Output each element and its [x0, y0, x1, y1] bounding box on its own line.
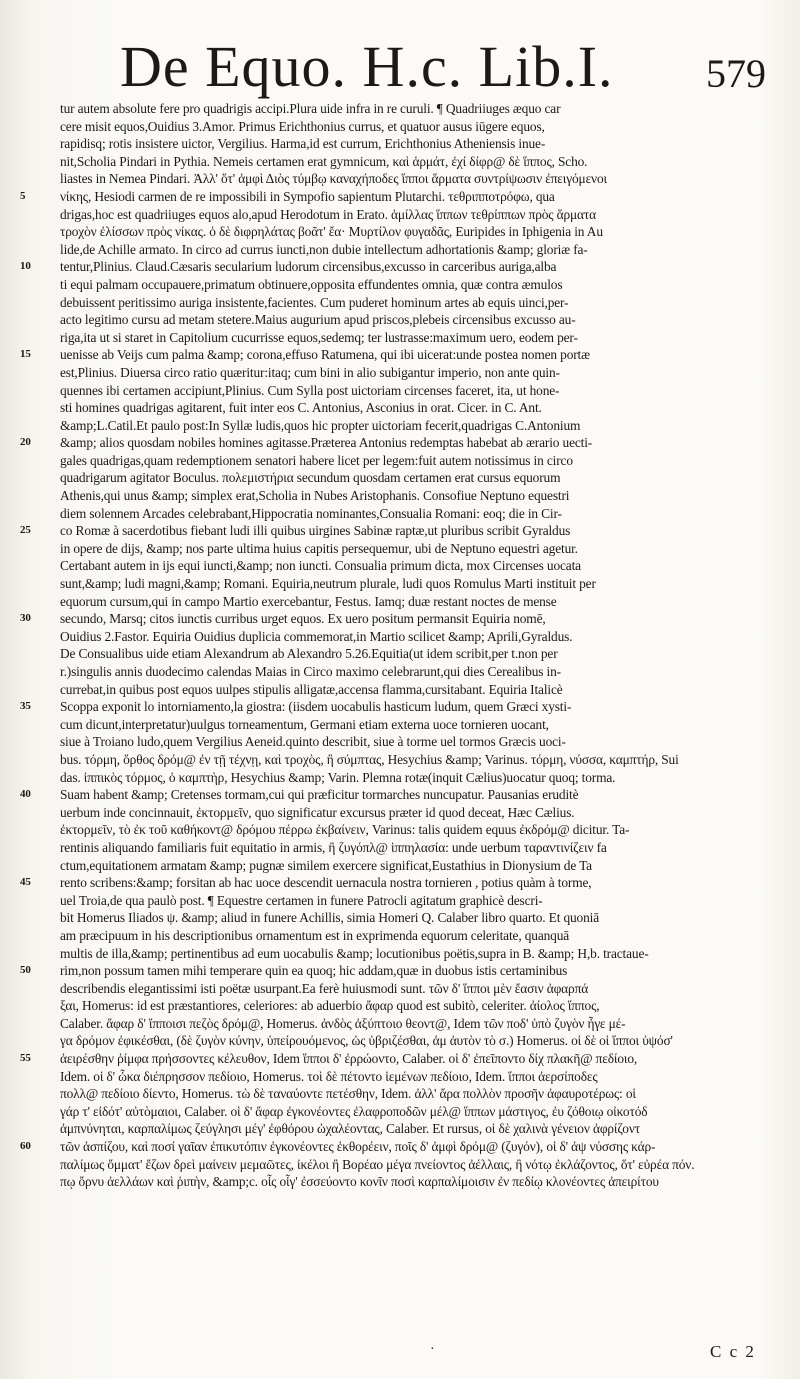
text-line: [20, 487, 780, 505]
line-text: lide,de Achille armato. In circo ad currus iuncti,non dubie intellectum adhortationis &amp; gloriæ fa-: [60, 241, 588, 257]
text-line: [20, 645, 780, 663]
line-text: ξαι, Homerus: id est præstantiores, celeriores: ab aduerbio ἄφαρ quod est subitò, celeriter. ἀίολος ἵππος,: [60, 998, 600, 1014]
text-line: [20, 821, 780, 839]
line-text: uerbum inde concinnauit, ἐκτορμεῖν, quo significatur excursus præter id quod deceat, Hæc Cælius.: [60, 804, 575, 820]
text-line: [20, 206, 780, 224]
line-number: 25: [20, 524, 31, 537]
line-text: &amp;L.Catil.Et paulo post:In Syllæ ludis,quos hic propter uictoriam fecerit,quadrigas C.Antonium: [60, 417, 581, 433]
line-text: ti equi palmam occupauere,primatum obtinuere,opposita effundentes omnia, quæ contra æmulos: [60, 276, 563, 292]
text-line: [20, 118, 780, 136]
line-number: 40: [20, 788, 31, 801]
line-text: am præcipuum in his descriptionibus ornamentum est in exprimenda equorum celeritate, quanquā: [60, 927, 570, 943]
text-line: [20, 857, 780, 875]
line-text: diem solennem Arcades celebrabant,Hippocratia nominantes,Consualia Romani: eoq; die in Cir-: [60, 505, 562, 521]
text-line: [20, 135, 780, 153]
text-line: [20, 294, 780, 312]
line-text: das. ἱππικὸς τόρμος, ὁ καμπτὴρ, Hesychius &amp; Varin. Plemna rotæ(inquit Cælius)uocatur quoq; torma.: [60, 769, 616, 785]
line-text: liastes in Nemea Pindari. Ἀλλ' ὅτ' ἀμφὶ Διὸς τύμβῳ καναχήποδες ἵπποι ἅρματα συντρίψωσιν ἐπειγόμενοι: [60, 171, 607, 187]
text-line: [20, 1156, 780, 1174]
signature-line: [0, 1342, 800, 1366]
line-text: equorum cursum,qui in campo Martio exercebantur, Festus. Iamq; duæ restant noctes de mense: [60, 593, 557, 609]
line-text: multis de illa,&amp; pertinentibus ad eum uocabulis &amp; locutionibus poëtis,supra in B. &amp; H,b. tractaue-: [60, 945, 649, 961]
line-text: &amp; alios quosdam nobiles homines agitasse.Præterea Antonius redemptas habebat ab ærario uecti-: [60, 435, 593, 451]
line-number: 15: [20, 348, 31, 361]
text-line: [20, 839, 780, 857]
text-line: [20, 892, 780, 910]
line-number: 60: [20, 1140, 31, 1153]
line-text: ἐκτορμεῖν, τὸ ἐκ τοῦ καθήκοντ@ δρόμου πέρρω ἐκβαίνειν, Varinus: talis quidem equus ἐκδρόμ@ dicitur. Ta-: [60, 822, 630, 838]
body-text: [20, 100, 780, 1340]
text-line: [20, 258, 780, 276]
text-line: [20, 1120, 780, 1138]
line-text: currebat,in quibus post equos uulpes stipulis alligatæ,accensa flamma,cursitabant. Equiria Italicè: [60, 681, 563, 697]
text-line: [20, 188, 780, 206]
line-text: rento scribens:&amp; forsitan ab hac uoce descendit uernacula nostra tornieren , potius quàm à torme,: [60, 875, 592, 891]
line-text: τῶν ἀσπίζου, καὶ ποσί γαῖαν ἐπικυτόπιν ἐγκονέοντες ἐκθορέειν, ποῖς δ' ἀμφὶ δρόμ@ (ζυγόν), οἱ δ' ἀψ νύσσης κάρ-: [60, 1139, 656, 1155]
line-text: πολλ@ πεδίοιο δίεντο, Homerus. τὼ δὲ ταναύοντε πετέσθην, Idem. ἀλλ' ἄρα πολλὸν προσῆν ἀφαυροτέρως: οἱ: [60, 1086, 636, 1102]
text-line: [20, 1015, 780, 1033]
line-text: cere misit equos,Ouidius 3.Amor. Primus Erichthonius currus, et quatuor ausus iūgere equos,: [60, 118, 545, 134]
line-text: νίκης, Hesiodi carmen de re impossibili in Sympofio sapientum Plutarchi. τεθριπποτρόφω, qua: [60, 188, 555, 204]
text-line: [20, 663, 780, 681]
line-text: Idem. οἱ δ' ὦκα διέπρησσον πεδίοιο, Homerus. τοὶ δὲ πέτοντο ἱεμένων πεδίοιο, Idem. ἵπποι ἀερσίποδες: [60, 1068, 598, 1084]
text-line: [20, 733, 780, 751]
text-line: [20, 698, 780, 716]
text-line: [20, 505, 780, 523]
text-line: [20, 769, 780, 787]
line-text: γα δρόμον ἐφικέσθαι, (δὲ ζυγὸν κύνην, ὑπείρουόμενος, ὡς ὑβριζέσθαι, ἀμ ἀυτὸν τὸ σ.) Homerus. οἱ δὲ οἱ ἵπποι ὑψόσ': [60, 1033, 673, 1049]
line-text: rentinis aliquando familiaris fuit equitatio in armis, ἢ ζυγόπλ@ ἱππηλασία: unde uerbum ταραντινίζειν fa: [60, 839, 607, 855]
text-line: [20, 382, 780, 400]
line-text: πῳ ὄρνυ ἀελλάων καὶ ῥιπὴν, &amp;c. οἷς οἷγ' ἐσσεύοντο κονῖν ποσὶ καρπαλίμοισιν ἐν πεδίῳ κλονέοντες ἀπειρίτου: [60, 1174, 659, 1190]
line-text: gales quadrigas,quam redemptionem senatori habere licet per legem:fuit autem notissimus in circo: [60, 452, 573, 468]
text-line: [20, 557, 780, 575]
text-line: [20, 716, 780, 734]
text-line: [20, 399, 780, 417]
line-text: nit,Scholia Pindari in Pythia. Nemeis certamen erat gymnicum, καὶ ἁρμάτ, ἐχί δίφρ@ δὲ ἵππος, Scho.: [60, 153, 588, 169]
text-line: [20, 346, 780, 364]
text-line: [20, 628, 780, 646]
text-line: [20, 329, 780, 347]
text-line: [20, 1173, 780, 1191]
text-line: [20, 540, 780, 558]
line-number: 45: [20, 876, 31, 889]
line-text: cum dicunt,interpretatur)uulgus torneamentum, Germani etiam externa uoce tornieren uocant,: [60, 716, 549, 732]
text-line: [20, 364, 780, 382]
line-text: ἀειρέσθην ῥίμφα πρήσσοντες κέλευθον, Idem ἵπποι δ' ἐρρώοντο, Calaber. οἱ δ' ἐπεῖποντο δίχ πλακῆ@ πεδίοιο,: [60, 1051, 638, 1067]
line-text: tur autem absolute fere pro quadrigis accipi.Plura uide infra in re curuli. ¶ Quadriiuges æquo car: [60, 101, 561, 116]
line-text: in opere de dijs, &amp; nos parte ultima huius capitis persequemur, ubi de Neptuno equestri agetur.: [60, 540, 578, 556]
line-text: rapidisq; rotis insistere uictor, Vergilius. Harma,id est currum, Erichthonius Atheniensis inue-: [60, 136, 546, 152]
text-line: [20, 417, 780, 435]
line-text: siue à Troiano ludo,quem Vergilius Aeneid.quinto describit, siue à torme uel tormos Græcis uoci-: [60, 734, 566, 750]
line-text: bus. τόρμη, ὄρθος δρόμ@ ἐν τῇ τέχνῃ, καὶ τροχὸς, ἢ σύμπτας, Hesychius &amp; Varinus. τόρμη, νύσσα, καμπτήρ, Sui: [60, 751, 679, 767]
text-line: [20, 804, 780, 822]
text-line: [20, 997, 780, 1015]
line-text: co Romæ à sacerdotibus fiebant ludi illi quibus uirgines Sabinæ raptæ,ut pluribus scribit Gyraldus: [60, 523, 571, 539]
line-text: quadrigarum agitator Boculus. πολεμιστήρια secundum quosdam certamen erat cursus equorum: [60, 470, 561, 486]
line-text: Athenis,qui unus &amp; simplex erat,Scholia in Nubes Aristophanis. Consofiue Neptuno equestri: [60, 488, 570, 504]
text-line: [20, 223, 780, 241]
line-number: 35: [20, 700, 31, 713]
line-text: Certabant autem in ijs equi iuncti,&amp; non iuncti. Consualia primum dicta, mox Circenses uocata: [60, 558, 581, 574]
text-line: [20, 241, 780, 259]
line-number: 55: [20, 1052, 31, 1065]
line-number: 5: [20, 189, 26, 202]
line-text: acto legitimo cursu ad metam stetere.Maius augurium apud priscos,plebeis circensibus excusso au-: [60, 312, 576, 328]
page-header: [0, 0, 800, 110]
text-line: [20, 153, 780, 171]
signature-dot: ·: [430, 1342, 435, 1357]
line-text: τροχὸν ἐλίσσων πρὸς νίκας. ὁ δὲ διφρηλάτας βοᾶτ' ἔα· Μυρτίλον φυγαδᾶς, Euripides in Iphigenia in Au: [60, 224, 603, 240]
line-number: 30: [20, 612, 31, 625]
line-number: 10: [20, 260, 31, 273]
line-text: r.)singulis annis duodecimo calendas Maias in Circo maximo celebrarunt,qui dies Cerealibus in-: [60, 664, 561, 679]
text-line: [20, 575, 780, 593]
line-text: Scoppa exponit lo intorniamento,la giostra: (iisdem uocabulis hasticum ludum, quem Græci xysti-: [60, 699, 572, 715]
text-line: [20, 593, 780, 611]
line-text: γάρ τ' εἰδότ' αὐτὸμαιοι, Calaber. οἱ δ' ἄφαρ ἐγκονέοντες ἐλαφροποδῶν μέλ@ ἵππων μάστιγος, ἐυ ζόθοιῳ οἰκοτόδ: [60, 1103, 648, 1119]
text-line: [20, 311, 780, 329]
text-line: [20, 1085, 780, 1103]
text-line: [20, 874, 780, 892]
line-text: De Consualibus uide etiam Alexandrum ab Alexandro 5.26.Equitia(ut idem scribit,per t.non per: [60, 646, 558, 662]
line-text: debuissent peritissimo auriga insistente,facientes. Cum puderet hominum artes ab equis uinci,per-: [60, 294, 569, 310]
line-text: ctum,equitationem armatam &amp; pugnæ similem exercere significat,Eustathius in Dionysium de Ta: [60, 857, 592, 873]
text-line: [20, 469, 780, 487]
text-line: [20, 980, 780, 998]
text-line: [20, 522, 780, 540]
line-text: tentur,Plinius. Claud.Cæsaris secularium ludorum circensibus,excusso in carceribus auriga,alba: [60, 259, 557, 275]
text-line: [20, 452, 780, 470]
line-text: bit Homerus Iliados ψ. &amp; aliud in funere Achillis, simia Homeri Q. Calaber libro quarto. Et quoniā: [60, 910, 600, 926]
line-text: sti homines quadrigas agitarent, fuit inter eos C. Antonius, Asconius in orat. Cicer. in C. Ant.: [60, 400, 542, 416]
line-text: Suam habent &amp; Cretenses tormam,cui qui præficitur tormarches nuncupatur. Pausanias eruditè: [60, 787, 579, 803]
line-text: est,Plinius. Diuersa circo ratio quæritur:itaq; cum bini in alio subigantur imperio, non ante quin-: [60, 364, 560, 380]
line-text: uenisse ab Veijs cum palma &amp; corona,effuso Ratumena, qui ibi uicerat:unde postea nomen portæ: [60, 347, 590, 363]
text-line: [20, 681, 780, 699]
text-line: [20, 1103, 780, 1121]
line-text: uel Troia,de qua paulò post. ¶ Equestre certamen in funere Patrocli agitatum graphicè descri-: [60, 892, 543, 908]
text-line: [20, 945, 780, 963]
text-line: [20, 1138, 780, 1156]
text-line: [20, 1068, 780, 1086]
line-text: describendis elegantissimi isti poëtæ usurpant.Ea ferè huiusmodi sunt. τῶν δ' ἵπποι μὲν ἔασιν ἀφαρπά: [60, 980, 589, 996]
text-line: [20, 1050, 780, 1068]
text-line: [20, 962, 780, 980]
line-text: παλίμως ὄμματ' ἔζων δρεὶ μαίνειν μεμαῶτες, ἰκέλοι ἢ Βορέαο μέγα πνείοντος ἀέλλαις, ἢ νότῳ ἐκλάζοντος, ὅτ' εὐρέα πόν.: [60, 1156, 695, 1172]
line-text: riga,ita ut si staret in Capitolium cucurrisse equos,sedemq; ter lustrasse:maximum uero, eodem per-: [60, 329, 578, 345]
line-text: rim,non possum tamen mihi temperare quin ea quoq; hic addam,quæ in duobus istis certaminibus: [60, 963, 568, 979]
running-head: De Equo. H.c. Lib.I.: [120, 34, 614, 99]
text-line: [20, 100, 780, 118]
text-line: [20, 909, 780, 927]
text-line: [20, 170, 780, 188]
line-text: secundo, Marsq; citos iunctis curribus urget equos. Ex uero positum permansit Equiria nomē,: [60, 611, 546, 627]
text-line: [20, 276, 780, 294]
text-line: [20, 927, 780, 945]
line-text: Calaber. ἄφαρ δ' ἵπποισι πεζὸς δρόμ@, Homerus. ἀνδὸς ἀξύπτοιο θεοντ@, Idem τῶν ποδ' ὑπὸ ζυγὸν ἦγε μέ-: [60, 1015, 626, 1031]
line-text: Ouidius 2.Fastor. Equiria Ouidius duplicia commemorat,in Martio scilicet &amp; Aprili,Gyraldus.: [60, 628, 573, 644]
page-number: 579: [706, 51, 766, 96]
text-line: [20, 786, 780, 804]
line-number: 50: [20, 964, 31, 977]
line-text: quennes ibi certamen accipiunt,Plinius. Cum Sylla post uictoriam circenses faceret, ita, ut hone-: [60, 382, 560, 398]
text-line: [20, 434, 780, 452]
text-line: [20, 610, 780, 628]
text-line: [20, 751, 780, 769]
line-text: sunt,&amp; ludi magni,&amp; Romani. Equiria,neutrum plurale, ludi quos Romulus Marti instituit per: [60, 576, 596, 592]
text-line: [20, 1032, 780, 1050]
signature-mark: C c 2: [710, 1342, 756, 1361]
line-number: 20: [20, 436, 31, 449]
line-text: ἀμπνύνηται, καρπαλίμως ζεύγλησι μέγ' ἐφθόρου ὠχαλέοντας, Calaber. Et rursus, οἱ δὲ χαλινὰ γένειον ἀφρίζοντ: [60, 1121, 640, 1137]
line-text: drigas,hoc est quadriiuges equos alo,apud Herodotum in Erato. ἁμίλλας ἵππων τεθρίππων πρὸς ἅρματα: [60, 206, 597, 222]
